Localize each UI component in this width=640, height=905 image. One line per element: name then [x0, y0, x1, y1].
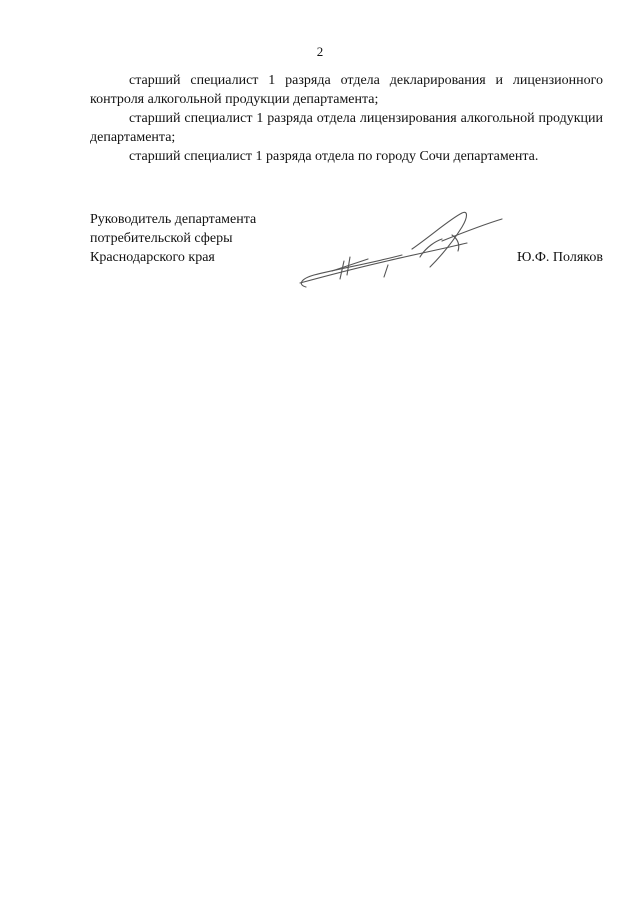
position-title-line: Краснодарского края: [90, 250, 215, 265]
list-item: старший специалист 1 разряда отдела декларирования и лицензионного контроля алкогольной продукции департамента;: [90, 73, 603, 107]
list-item: старший специалист 1 разряда отдела лицензирования алкогольной продукции департамента;: [90, 111, 603, 145]
list-item: старший специалист 1 разряда отдела по городу Сочи департамента.: [129, 149, 539, 164]
page-number: 2: [316, 44, 324, 59]
document-body: [90, 71, 603, 166]
handwritten-signature: [292, 205, 512, 295]
position-title-line: потребительской сферы: [90, 231, 233, 246]
signer-name: Ю.Ф. Поляков: [516, 250, 603, 265]
position-title-line: Руководитель департамента: [90, 212, 257, 227]
